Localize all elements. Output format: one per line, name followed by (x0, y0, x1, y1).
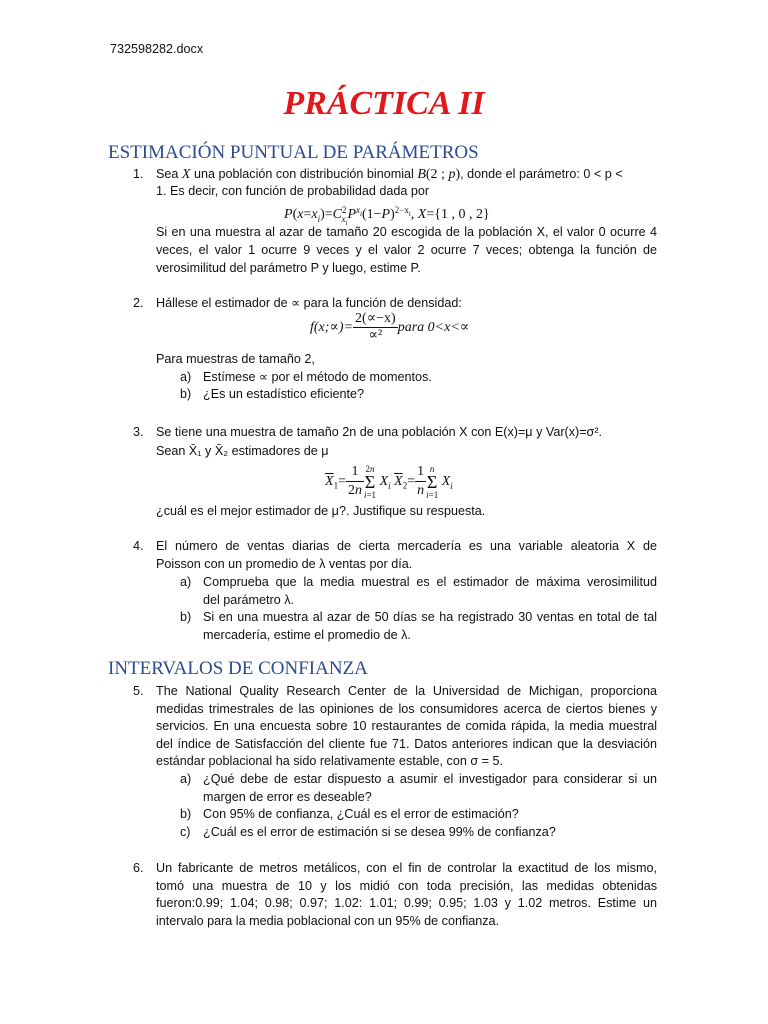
problem-2-line-1: Hállese el estimador de ∝ para la función de densidad: (156, 296, 462, 310)
problem-1-line-3: Si en una muestra al azar de tamaño 20 escogida de la población X, el valor 0 ocurre 4 (156, 225, 657, 239)
problem-4-a-label: a) (180, 575, 192, 589)
problem-2-line-2: Para muestras de tamaño 2, (156, 352, 315, 366)
problem-5-line-2: medidas trimestrales de las opiniones de los consumidores acerca de ciertos bienes y (156, 702, 657, 716)
problem-1-number: 1. (133, 167, 144, 181)
problem-3-formula: $\overline{X}_1=$ $\frac{1}{2n}$ 2n Σ i=1 $X_i$ $\overline{X}_2=$ $\frac{1}{n}$ n Σ i=1 $X_i$ (325, 463, 453, 500)
problem-2-b-text: ¿Es un estadístico eficiente? (203, 387, 365, 401)
section-heading-estimacion: ESTIMACIÓN PUNTUAL DE PARÁMETROS (108, 142, 479, 163)
problem-1-line-5: verosimilitud del parámetro P y luego, estime P. (156, 261, 421, 275)
problem-5-line-4: del índice de Satisfacción del cliente fue 71. Datos anteriores indican que la desviación (156, 737, 657, 751)
problem-5-line-5: estándar poblacional ha sido relativamente estable, con σ = 5. (156, 754, 503, 768)
document-title: PRÁCTICA II (283, 85, 485, 122)
section-heading-intervalos: INTERVALOS DE CONFIANZA (108, 658, 368, 679)
problem-3-line-3: ¿cuál es el mejor estimador de μ?. Justifique su respuesta. (156, 504, 486, 518)
problem-2-a-label: a) (180, 370, 192, 384)
problem-4-b-line-2: mercadería, estime el promedio de λ. (203, 628, 411, 642)
problem-6-number: 6. (133, 861, 144, 875)
problem-5-a-line-2: margen de error es deseable? (203, 790, 372, 804)
problem-6-line-2: tomó una muestra de 10 y los midió con toda precisión, las medidas obtenidas (156, 879, 657, 893)
problem-5-line-3: servicios. En una encuesta sobre 10 restaurantes de comida rápida, la media muestral (156, 719, 657, 733)
problem-6-line-1: Un fabricante de metros metálicos, con el fin de controlar la exactitud de los mismo, (156, 861, 657, 875)
problem-4-a-line-2: del parámetro λ. (203, 593, 294, 607)
problem-5-c-label: c) (180, 825, 191, 839)
problem-3-line-1: Se tiene una muestra de tamaño 2n de una población X con E(x)=μ y Var(x)=σ². (156, 425, 603, 439)
problem-4-a-line-1: Comprueba que la media muestral es el estimador de máxima verosimilitud (203, 575, 657, 589)
problem-5-b-text: Con 95% de confianza, ¿Cuál es el error de estimación? (203, 807, 519, 821)
problem-2-a-text: Estímese ∝ por el método de momentos. (203, 370, 432, 384)
problem-4-b-label: b) (180, 610, 192, 624)
problem-1-formula: $P(x=x_i)=C^2_{x_i}P^{x_i}(1-P)^{2-x_i}$, X={1 , 0 , 2} (284, 205, 490, 227)
problem-5-b-label: b) (180, 807, 192, 821)
document-filename: 732598282.docx (110, 42, 204, 56)
problem-4-line-1: El número de ventas diarias de cierta mercadería es una variable aleatoria X de (156, 539, 657, 553)
problem-3-line-2: Sean X̄₁ y X̄₂ estimadores de μ (156, 444, 329, 458)
problem-4-number: 4. (133, 539, 144, 553)
problem-5-c-text: ¿Cuál es el error de estimación si se desea 99% de confianza? (203, 825, 556, 839)
problem-2-formula: f(x;∝)= $\frac{2(\propto-x)}{\text{∝²}}$ para 0<x<∝ (310, 311, 470, 343)
problem-4-line-2: Poisson con un promedio de λ ventas por día. (156, 557, 413, 571)
problem-2-number: 2. (133, 296, 144, 310)
problem-5-a-line-1: ¿Qué debe de estar dispuesto a asumir el investigador para considerar si un (203, 772, 657, 786)
problem-1-line-1: Sea X una población con distribución binomial B(2 ; p), donde el parámetro: 0 < p < (156, 167, 623, 182)
problem-5-line-1: The National Quality Research Center de la Universidad de Michigan, proporciona (156, 684, 657, 698)
problem-1-line-4: veces, el valor 1 ocurre 9 veces y el valor 2 ocurre 7 veces; obtenga la función de (156, 243, 657, 257)
problem-6-line-4: intervalo para la media poblacional con un 95% de confianza. (156, 914, 500, 928)
problem-2-b-label: b) (180, 387, 192, 401)
problem-3-number: 3. (133, 425, 144, 439)
problem-5-a-label: a) (180, 772, 192, 786)
problem-1-line-2: 1. Es decir, con función de probabilidad dada por (156, 184, 430, 198)
problem-6-line-3: fueron:0.99; 1.04; 0.98; 0.97; 1.02: 1.01; 0.99; 0.95; 1.03 y 1.02 metros. Estime un (156, 896, 657, 910)
problem-5-number: 5. (133, 684, 144, 698)
problem-4-b-line-1: Si en una muestra al azar de 50 días se ha registrado 30 ventas en total de tal (203, 610, 657, 624)
